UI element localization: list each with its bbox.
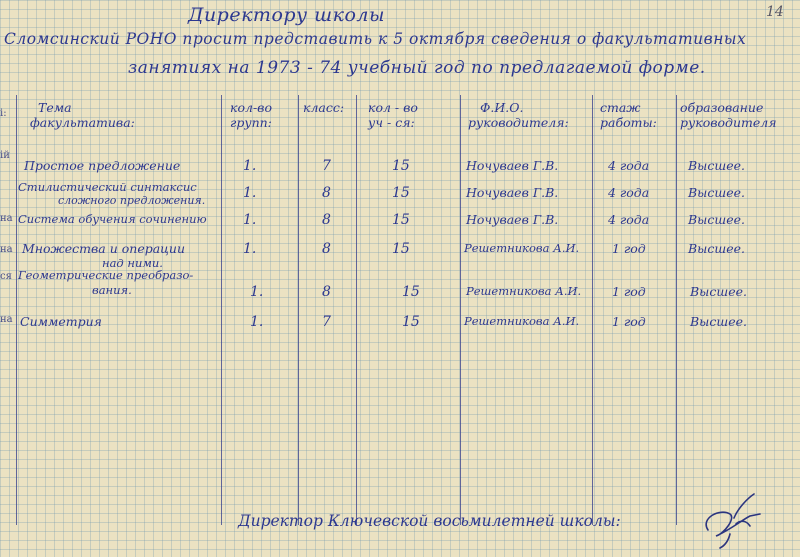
handwritten-signature xyxy=(690,490,780,550)
topic-cell-line-2: вания. xyxy=(92,283,132,297)
students-cell: 15 xyxy=(392,241,410,257)
experience-cell: 4 года xyxy=(608,158,650,173)
education-cell: Высшее. xyxy=(688,212,745,227)
column-header-teacher: Ф.И.О. руководителя: xyxy=(468,100,569,130)
topic-cell: Простое предложение xyxy=(24,158,181,173)
grade-cell: 8 xyxy=(322,284,331,300)
column-header-grade: класс: xyxy=(303,100,345,115)
grade-cell: 8 xyxy=(322,212,331,228)
column-divider xyxy=(356,95,357,525)
topic-cell: Система обучения сочинению xyxy=(18,212,207,226)
topic-cell-line-2: сложного предложения. xyxy=(58,194,206,207)
teacher-cell: Решетникова А.И. xyxy=(464,241,580,255)
teacher-cell: Ночуваев Г.В. xyxy=(466,185,559,200)
teacher-cell: Решетникова А.И. xyxy=(466,284,582,298)
groups-cell: 1. xyxy=(243,158,257,174)
column-header-education: образование руководителя xyxy=(680,100,777,130)
students-cell: 15 xyxy=(392,185,410,201)
edge-fragment: на xyxy=(0,213,13,224)
column-divider xyxy=(592,95,593,525)
column-divider xyxy=(221,95,222,525)
groups-cell: 1. xyxy=(250,314,264,330)
column-divider xyxy=(298,95,299,525)
heading-line-2: Сломсинский РОНО просит представить к 5 октября сведения о факультативных xyxy=(4,30,747,48)
edge-fragment: на xyxy=(0,314,13,325)
experience-cell: 1 год xyxy=(612,314,646,329)
education-cell: Высшее. xyxy=(690,284,747,299)
column-header-topic: Тема факультатива: xyxy=(30,100,135,130)
students-cell: 15 xyxy=(402,284,420,300)
topic-cell: Геометрические преобразо- xyxy=(18,268,194,282)
heading-line-3: занятиях на 1973 - 74 учебный год по предлагаемой форме. xyxy=(128,58,706,78)
page-number: 14 xyxy=(766,4,784,20)
director-signature-line: Директор Ключевской восьмилетней школы: xyxy=(238,512,621,530)
experience-cell: 4 года xyxy=(608,185,650,200)
column-header-groups: кол-во групп: xyxy=(230,100,272,130)
column-divider xyxy=(460,95,461,525)
teacher-cell: Решетникова А.И. xyxy=(464,314,580,328)
topic-cell-line-2: над ними. xyxy=(102,256,163,270)
students-cell: 15 xyxy=(392,212,410,228)
grade-cell: 8 xyxy=(322,185,331,201)
edge-fragment: на xyxy=(0,244,13,255)
grade-cell: 8 xyxy=(322,241,331,257)
column-header-students: кол - во уч - ся: xyxy=(368,100,418,130)
education-cell: Высшее. xyxy=(690,314,747,329)
column-header-experience: стаж работы: xyxy=(600,100,657,130)
experience-cell: 4 года xyxy=(608,212,650,227)
students-cell: 15 xyxy=(402,314,420,330)
experience-cell: 1 год xyxy=(612,241,646,256)
column-divider xyxy=(16,95,17,525)
groups-cell: 1. xyxy=(250,284,264,300)
grade-cell: 7 xyxy=(322,158,331,174)
edge-fragment: ся xyxy=(0,271,12,282)
education-cell: Высшее. xyxy=(688,158,745,173)
grade-cell: 7 xyxy=(322,314,331,330)
education-cell: Высшее. xyxy=(688,185,745,200)
experience-cell: 1 год xyxy=(612,284,646,299)
students-cell: 15 xyxy=(392,158,410,174)
teacher-cell: Ночуваев Г.В. xyxy=(466,212,559,227)
heading-line-1: Директору школы xyxy=(188,4,385,26)
groups-cell: 1. xyxy=(243,212,257,228)
teacher-cell: Ночуваев Г.В. xyxy=(466,158,559,173)
topic-cell: Множества и операции xyxy=(22,241,185,256)
topic-cell: Симметрия xyxy=(20,314,102,329)
column-divider xyxy=(676,95,677,525)
education-cell: Высшее. xyxy=(688,241,745,256)
groups-cell: 1. xyxy=(243,241,257,257)
groups-cell: 1. xyxy=(243,185,257,201)
edge-fragment: ій xyxy=(0,150,10,161)
edge-fragment: і: xyxy=(0,108,7,119)
topic-cell: Стилистический синтаксис xyxy=(18,180,197,194)
